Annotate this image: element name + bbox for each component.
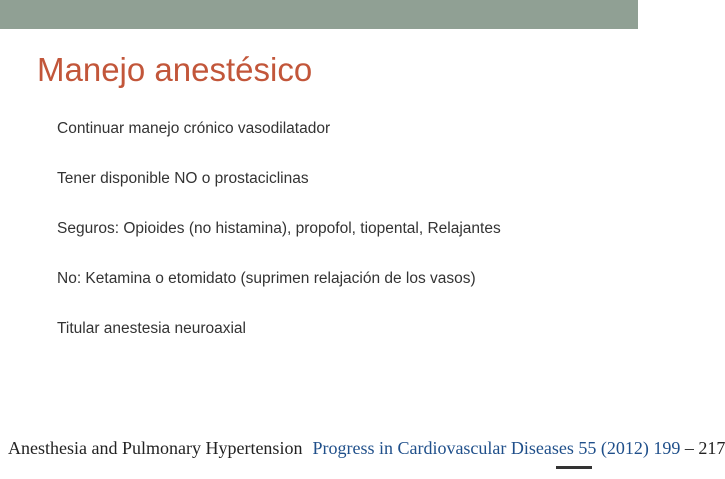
citation-article: Anesthesia and Pulmonary Hypertension xyxy=(8,438,303,458)
citation xyxy=(8,438,725,459)
bullet-item: Tener disponible NO o prostaciclinas xyxy=(57,170,309,187)
citation-pages: – 217 xyxy=(680,438,725,458)
cropped-text-fragment xyxy=(540,462,600,472)
bullet-list xyxy=(57,119,501,369)
slide-title: Manejo anestésico xyxy=(37,51,313,88)
bullet-item: Seguros: Opioides (no histamina), propofol, tiopental, Relajantes xyxy=(57,220,501,237)
top-bar xyxy=(0,0,638,29)
citation-journal: Progress in Cardiovascular Diseases 55 (2012) 199 xyxy=(312,438,681,458)
bullet-item: Continuar manejo crónico vasodilatador xyxy=(57,120,331,137)
bullet-item: Titular anestesia neuroaxial xyxy=(57,320,246,337)
bullet-item: No: Ketamina o etomidato (suprimen relajación de los vasos) xyxy=(57,270,476,287)
